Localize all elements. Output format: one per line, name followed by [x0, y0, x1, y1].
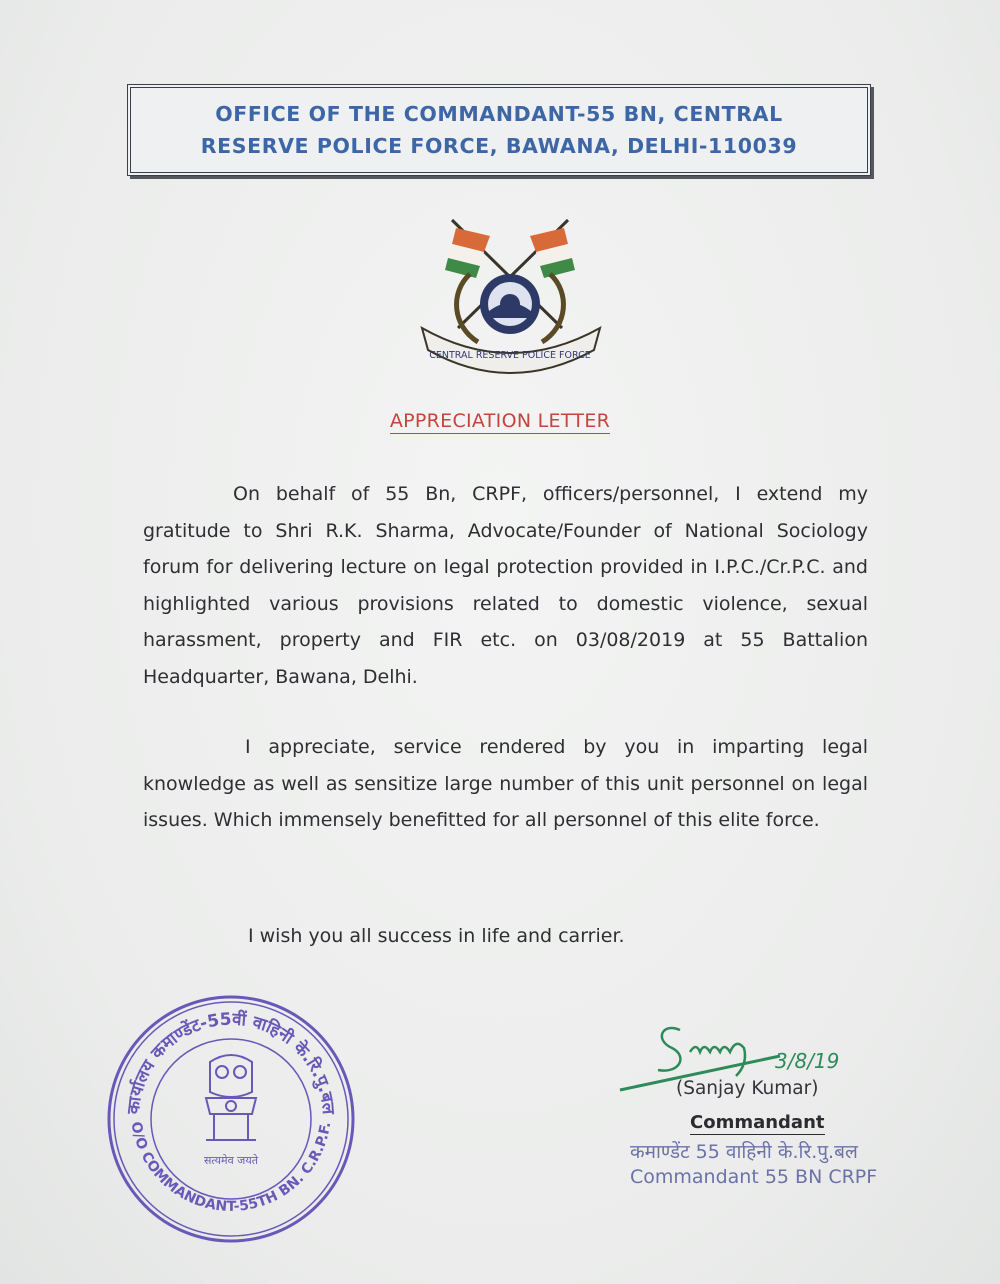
paragraph-3: I wish you all success in life and carrier. [248, 925, 625, 947]
letterhead-line-2: RESERVE POLICE FORCE, BAWANA, DELHI-110039 [200, 134, 798, 158]
stamp-inner-text: O/O COMMANDANT-55TH BN. C.R.P.F. [127, 1120, 335, 1215]
designation-stamp-hindi: कमाण्डेंट 55 वाहिनी के.रि.पु.बल [630, 1141, 858, 1163]
signature-date: 3/8/19 [775, 1049, 840, 1073]
paragraph-1: On behalf of 55 Bn, CRPF, officers/personnel, I extend my gratitude to Shri R.K. Sharma, Advocate/Founder of National Sociology forum for delivering lecture on legal protection provided in I.P.C./Cr.P.C. and highlighted various provisions related to domestic violence, sexual harassment, property and FIR etc. on 03/08/2019 at 55 Battalion Headquarter, Bawana, Delhi. [143, 483, 868, 688]
emblem-ribbon-text: CENTRAL RESERVE POLICE FORCE [429, 350, 591, 361]
left-flag-icon [445, 228, 490, 278]
letterhead-line-1: OFFICE OF THE COMMANDANT-55 BN, CENTRAL [215, 102, 783, 126]
signatory-role: Commandant [690, 1112, 825, 1133]
paragraph-2: I appreciate, service rendered by you in imparting legal knowledge as well as sensitize large number of this unit personnel on legal issues. Which immensely benefitted for all personnel of this elite force. [143, 736, 868, 831]
lion-capital-icon [206, 1055, 256, 1140]
crpf-emblem [412, 208, 608, 388]
office-round-stamp [102, 990, 360, 1248]
right-flag-icon [530, 228, 575, 278]
stamp-motto: सत्यमेव जयते [203, 1154, 259, 1167]
chakra-icon [480, 274, 540, 334]
designation-stamp-english: Commandant 55 BN CRPF [630, 1166, 878, 1188]
letter-title [0, 410, 1000, 432]
stamp-outer-text: कार्यालय कमाण्डेंट-55वीं वाहिनी के.रि.पु.बल [123, 1009, 339, 1116]
letterhead-box [127, 84, 871, 176]
signatory-name: (Sanjay Kumar) [676, 1078, 819, 1099]
letter-title-text: APPRECIATION LETTER [389, 410, 611, 432]
